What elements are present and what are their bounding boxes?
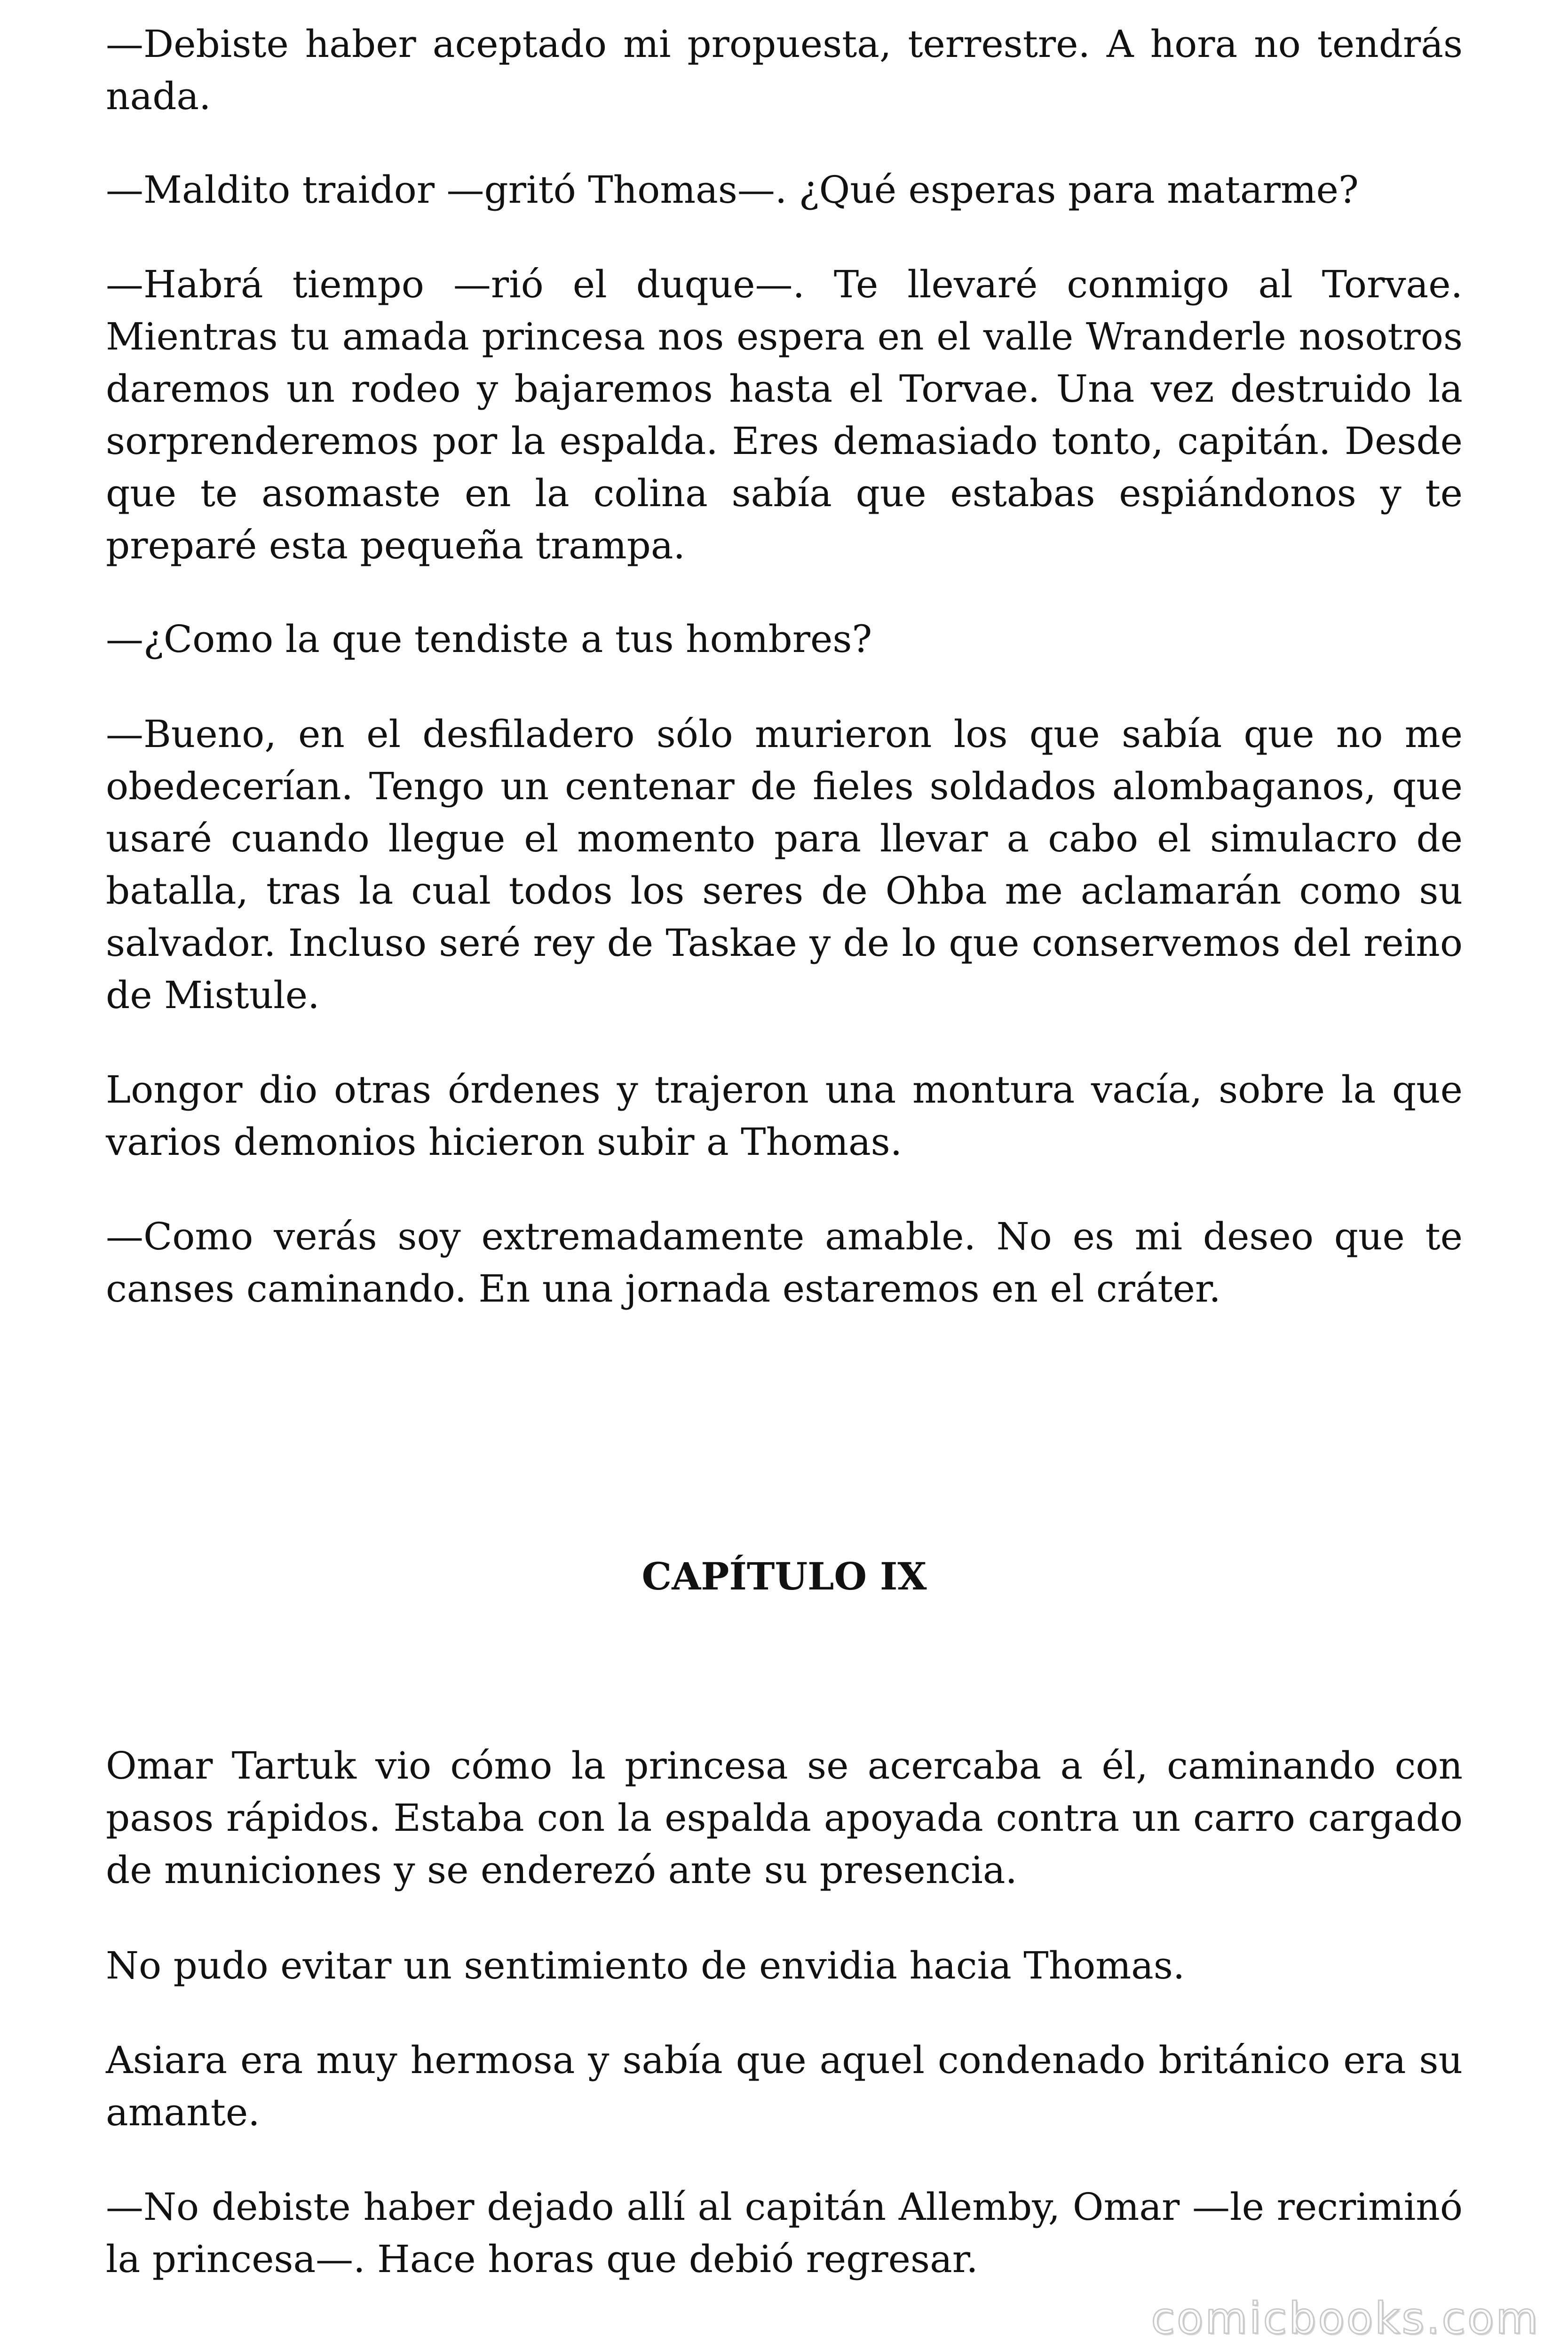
paragraph: —Como verás soy extremadamente amable. No es mi deseo que te canses caminando. En una jornada estaremos en el cráter. [106,1215,1463,1311]
paragraph: —No debiste haber dejado allí al capitán Allemby, Omar —le recriminó la princesa—. Hace horas que debió regresar. [106,2185,1463,2281]
paragraph: —Maldito traidor —gritó Thomas—. ¿Qué esperas para matarme? [106,168,1359,212]
paragraph: —Bueno, en el desfiladero sólo murieron los que sabía que no me obedecerían. Tengo un centenar de fieles soldados alombaganos, que usaré cuando llegue el momento para llevar a cabo el simulacro de batalla, tras la cual todos los seres de Ohba me aclamarán como su salvador. Incluso seré rey de Taskae y de lo que conservemos del reino de Mistule. [106,712,1463,1017]
paragraph: Omar Tartuk vio cómo la princesa se acercaba a él, caminando con pasos rápidos. Estaba con la espalda apoyada contra un carro cargado de municiones y se enderezó ante su presencia. [106,1744,1463,1892]
chapter-title: CAPÍTULO IX [641,1554,927,1598]
paragraph: Asiara era muy hermosa y sabía que aquel condenado británico era su amante. [106,2038,1463,2134]
paragraph: No pudo evitar un sentimiento de envidia hacia Thomas. [106,1944,1185,1987]
paragraph: —Debiste haber aceptado mi propuesta, terrestre. A hora no tendrás nada. [106,22,1463,118]
paragraph: —Habrá tiempo —rió el duque—. Te llevaré conmigo al Torvae. Mientras tu amada princesa nos espera en el valle Wranderle nosotros daremos un rodeo y bajaremos hasta el Torvae. Una vez destruido la sorprenderemos por la espalda. Eres demasiado tonto, capitán. Desde que te asomaste en la colina sabía que estabas espiándonos y te preparé esta pequeña trampa. [106,262,1463,567]
paragraph: Longor dio otras órdenes y trajeron una montura vacía, sobre la que varios demonios hicieron subir a Thomas. [106,1068,1463,1164]
paragraph: —¿Como la que tendiste a tus hombres? [106,617,872,661]
watermark: comicbooks.com [1151,2293,1540,2344]
